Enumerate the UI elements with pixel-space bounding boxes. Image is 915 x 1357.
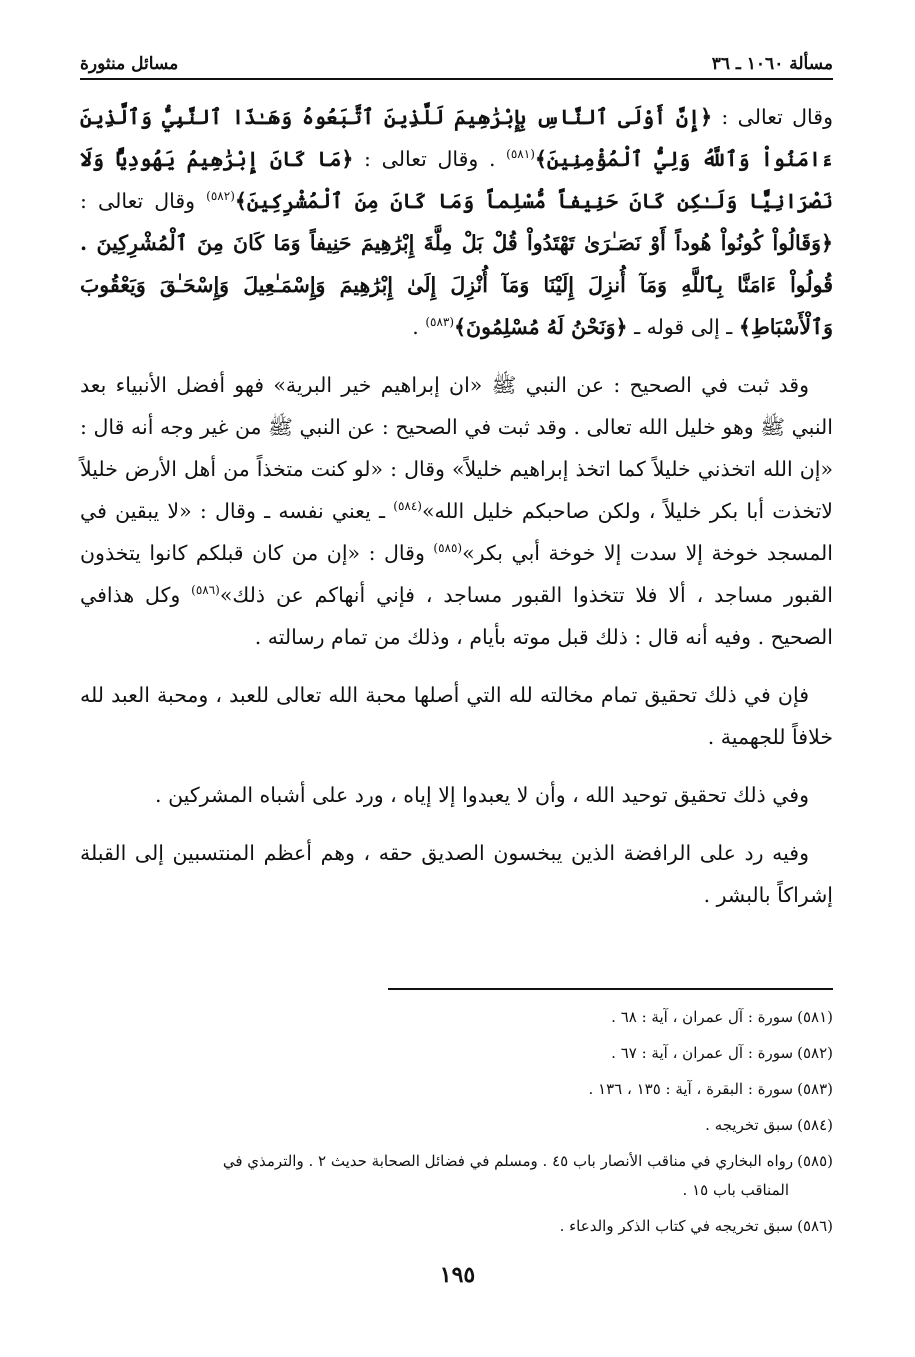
footnote-continuation: المناقب باب ١٥ .	[682, 1181, 789, 1199]
page-number: ١٩٥	[439, 1262, 476, 1288]
footnote-text: سبق تخريجه في كتاب الذكر والدعاء .	[559, 1217, 794, 1235]
footnote-ref: (٥٨٣)	[425, 315, 455, 330]
footnote	[80, 1075, 833, 1104]
paragraph	[80, 96, 833, 348]
paragraph	[80, 832, 833, 916]
text-segment: وقال تعالى :	[712, 105, 833, 129]
footnotes	[80, 1003, 833, 1248]
footnote	[80, 1003, 833, 1032]
footnote	[80, 1039, 833, 1068]
text-segment: .	[412, 315, 426, 339]
quran-verse: ﴿مَا كَانَ إِبْرَٰهِيمُ يَهُودِيًّا وَلَا نَصْرَانِيًّا وَلَـٰكِن كَانَ حَنِيفاً مُّسْلِماً وَمَا كَانَ مِنَ ٱلْمُشْرِكِينَ﴾	[80, 147, 833, 213]
paragraph	[80, 364, 833, 658]
footnote-number: (٥٨٢)	[797, 1044, 833, 1062]
footnote-number: (٥٨٣)	[797, 1080, 833, 1098]
footnote-number: (٥٨٥)	[797, 1152, 833, 1170]
footnote	[80, 1111, 833, 1140]
text-segment: وكل هذافي الصحيح . وفيه أنه قال : ذلك قبل موته بأيام ، وذلك من تمام رسالته .	[80, 583, 833, 649]
running-header	[80, 40, 833, 80]
text-segment: فإن في ذلك تحقيق تمام مخالته لله التي أصلها محبة الله تعالى للعبد ، ومحبة العبد لله خلافاً للجهمية .	[80, 683, 833, 749]
footnote-text: سورة : البقرة ، آية : ١٣٥ ، ١٣٦ .	[588, 1080, 794, 1098]
main-text	[80, 96, 833, 932]
text-segment: وفيه رد على الرافضة الذين يبخسون الصديق حقه ، وهم أعظم المنتسبين إلى القبلة إشراكاً بالبشر .	[80, 841, 833, 907]
footnote-text: رواه البخاري في مناقب الأنصار باب ٤٥ . ومسلم في فضائل الصحابة حديث ٢ . والترمذي في	[222, 1152, 794, 1170]
quran-verse: ﴿وَقَالُواْ كُونُواْ هُوداً أَوْ نَصَـٰرَىٰ تَهْتَدُواْ قُلْ بَلْ مِلَّةَ إِبْرَٰهِيمَ حَنِيفاً وَمَا كَانَ مِنَ ٱلْمُشْرِكِينَ . قُولُواْ ءَامَنَّا بِٱللَّهِ وَمَآ أُنزِلَ إِلَيْنَا وَمَآ أُنْزِلَ إِلَىٰ إِبْرَٰهِيمَ وَإِسْمَـٰعِيلَ وَإِسْحَـٰقَ وَيَعْقُوبَ وَٱلْأَسْبَاطِ﴾	[80, 231, 833, 339]
text-segment: . وقال تعالى :	[353, 147, 507, 171]
footnote-separator	[388, 988, 833, 990]
footnote-ref: (٥٨٢)	[206, 189, 235, 204]
text-segment: وفي ذلك تحقيق توحيد الله ، وأن لا يعبدوا إلا إياه ، ورد على أشباه المشركين .	[155, 783, 809, 807]
header-chapter-title: مسائل منثورة	[80, 54, 179, 74]
footnote	[80, 1147, 833, 1205]
footnote-ref: (٥٨٥)	[433, 541, 463, 556]
footnote-number: (٥٨١)	[797, 1008, 833, 1026]
paragraph	[80, 774, 833, 816]
footnote-ref: (٥٨٦)	[191, 583, 220, 598]
footnote-ref: (٥٨١)	[506, 147, 535, 162]
text-segment: وقد ثبت في الصحيح : عن النبي ﷺ «ان إبراهيم خير البرية» فهو أفضل الأنبياء بعد النبي ﷺ وهو خليل الله تعالى . وقد ثبت في الصحيح : عن النبي ﷺ من غير وجه أنه قال : «إن الله اتخذني خليلاً كما اتخذ إبراهيم خليلاً» وقال : «لو كنت متخذاً من أهل الأرض خليلاً لاتخذت أبا بكر خليلاً ، ولكن صاحبكم خليل الله»	[80, 373, 833, 523]
footnote-text: سبق تخريجه .	[705, 1116, 794, 1134]
quran-verse: ﴿وَنَحْنُ لَهُ مُسْلِمُونَ﴾	[454, 315, 628, 339]
footnote-ref: (٥٨٤)	[393, 499, 422, 514]
paragraph	[80, 674, 833, 758]
footnote-number: (٥٨٦)	[797, 1217, 833, 1235]
text-segment: وقال تعالى :	[80, 189, 207, 213]
quran-verse: ﴿إِنَّ أَوْلَى ٱلنَّاسِ بِإِبْرَٰهِيمَ لَلَّذِينَ ٱتَّبَعُوهُ وَهَـٰذَا ٱلنَّبِيُّ وَٱلَّذِينَ ءَامَنُواْ وَٱللَّهُ وَلِيُّ ٱلْمُؤْمِنِينَ﴾	[80, 105, 833, 171]
header-section-number: مسألة ١٠٦٠ ـ ٣٦	[711, 54, 833, 74]
footnote-text: سورة : آل عمران ، آية : ٦٧ .	[611, 1044, 794, 1062]
text-segment: وقال : «إن من كان قبلكم كانوا يتخذون القبور مساجد ، ألا فلا تتخذوا القبور مساجد ، فإني أنهاكم عن ذلك»	[80, 541, 833, 607]
text-segment: ـ إلى قوله ـ	[627, 315, 739, 339]
text-segment: ـ يعني نفسه ـ وقال : «لا يبقين في المسجد خوخة إلا سدت إلا خوخة أبي بكر»	[80, 499, 833, 565]
footnote	[80, 1212, 833, 1241]
footnote-text: سورة : آل عمران ، آية : ٦٨ .	[611, 1008, 794, 1026]
footnote-number: (٥٨٤)	[797, 1116, 833, 1134]
